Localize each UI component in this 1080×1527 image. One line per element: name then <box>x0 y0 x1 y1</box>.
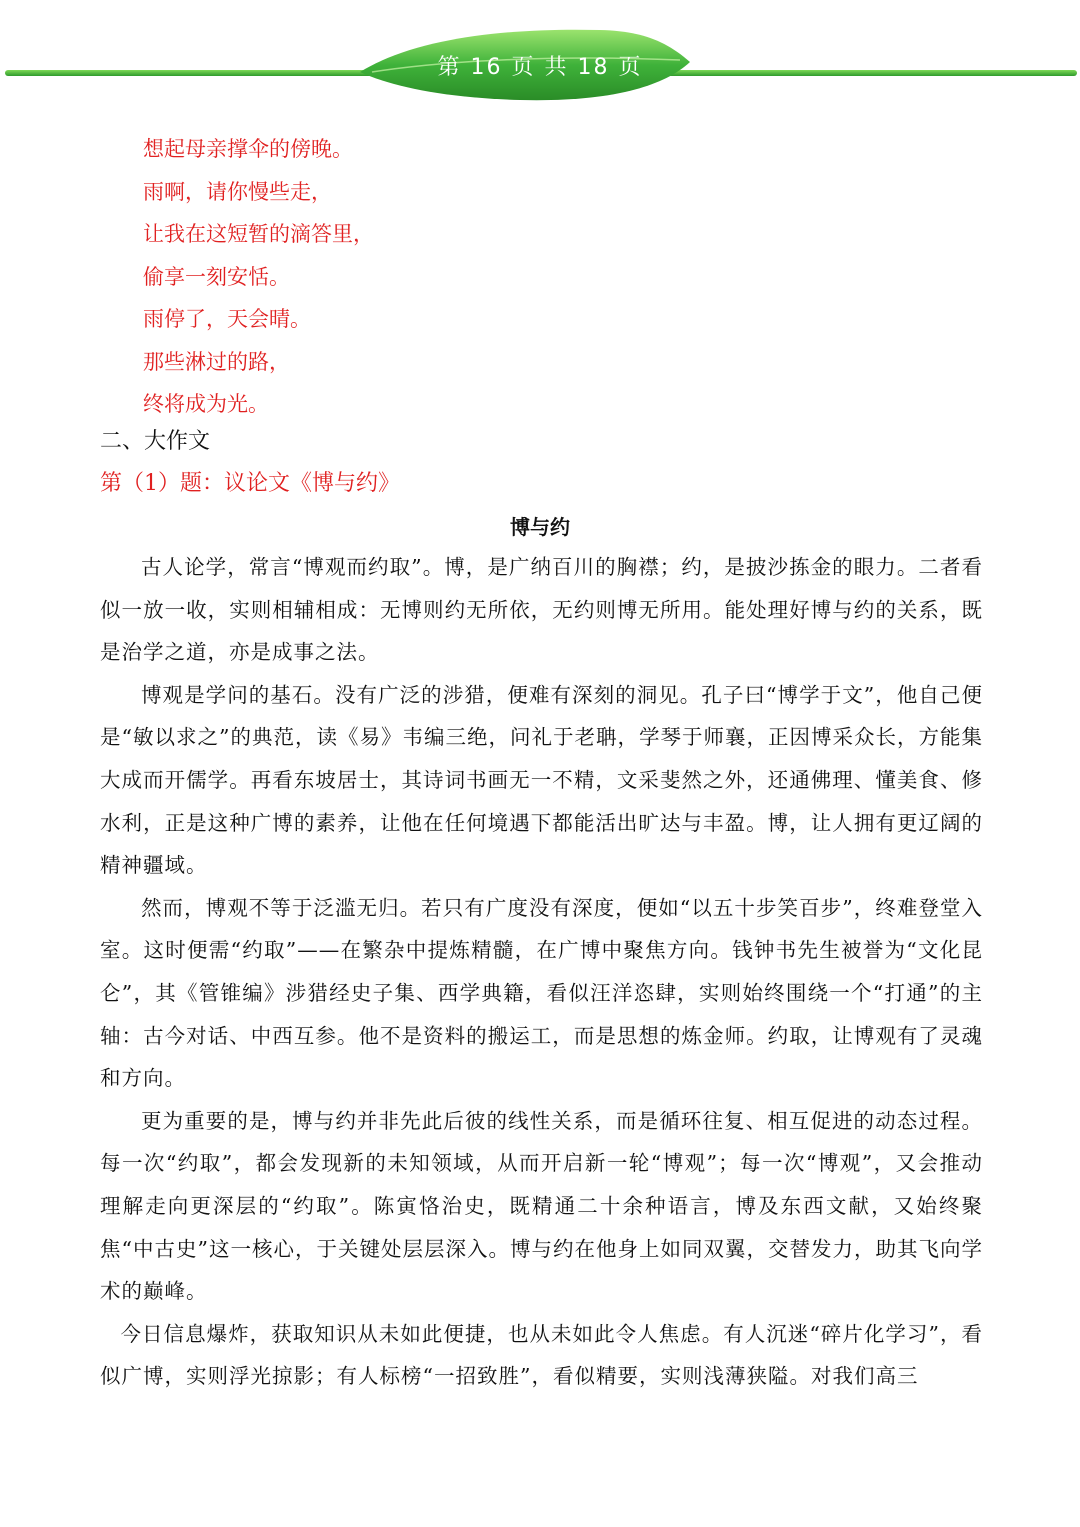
poem-line: 让我在这短暂的滴答里， <box>143 222 374 246</box>
essay-body <box>100 546 983 1398</box>
poem-line: 偷享一刻安恬。 <box>143 264 290 289</box>
essay-title: 博与约 <box>510 515 570 539</box>
section-heading: 二、大作文 <box>100 429 211 454</box>
poem-line: 终将成为光。 <box>143 392 269 416</box>
poem-line: 雨啊，请你慢些走， <box>143 179 332 204</box>
poem-line: 想起母亲撑伞的傍晚。 <box>143 137 353 161</box>
poem-line: 雨停了，天会晴。 <box>143 307 311 331</box>
essay-paragraph: 古人论学，常言“博观而约取”。博，是广纳百川的胸襟；约，是披沙拣金的眼力。二者看似一放一收，实则相辅相成：无博则约无所依，无约则博无所用。能处理好博与约的关系，既是治学之道，亦是成事之法。 <box>100 555 983 665</box>
essay-paragraph: 更为重要的是，博与约并非先此后彼的线性关系，而是循环往复、相互促进的动态过程。每一次“约取”，都会发现新的未知领域，从而开启新一轮“博观”；每一次“博观”，又会推动理解走向更深层的“约取”。陈寅恪治史，既精通二十余种语言，博及东西文献，又始终聚焦“中古史”这一核心，于关键处层层深入。博与约在他身上如同双翼，交替发力，助其飞向学术的巅峰。 <box>100 1108 983 1304</box>
poem-excerpt <box>143 128 374 426</box>
page-number: 第 16 页 共 18 页 <box>437 55 643 80</box>
question-heading: 第（1）题：议论文《博与约》 <box>100 471 400 496</box>
page-header <box>0 0 1080 110</box>
poem-line: 那些淋过的路， <box>143 349 290 374</box>
essay-paragraph: 博观是学问的基石。没有广泛的涉猎，便难有深刻的洞见。孔子曰“博学于文”，他自己便是“敏以求之”的典范，读《易》韦编三绝，问礼于老聃，学琴于师襄，正因博采众长，方能集大成而开儒学。再看东坡居士，其诗词书画无一不精，文采斐然之外，还通佛理、懂美食、修水利，正是这种广博的素养，让他在任何境遇下都能活出旷达与丰盈。博，让人拥有更辽阔的精神疆域。 <box>100 682 983 878</box>
essay-paragraph: 今日信息爆炸，获取知识从未如此便捷，也从未如此令人焦虑。有人沉迷“碎片化学习”，看似广博，实则浮光掠影；有人标榜“一招致胜”，看似精要，实则浅薄狭隘。对我们高三 <box>100 1321 983 1389</box>
essay-paragraph: 然而，博观不等于泛滥无归。若只有广度没有深度，便如“以五十步笑百步”，终难登堂入室。这时便需“约取”——在繁杂中提炼精髓，在广博中聚焦方向。钱钟书先生被誉为“文化昆仑”，其《管锥编》涉猎经史子集、西学典籍，看似汪洋恣肆，实则始终围绕一个“打通”的主轴：古今对话、中西互参。他不是资料的搬运工，而是思想的炼金师。约取，让博观有了灵魂和方向。 <box>100 895 983 1091</box>
